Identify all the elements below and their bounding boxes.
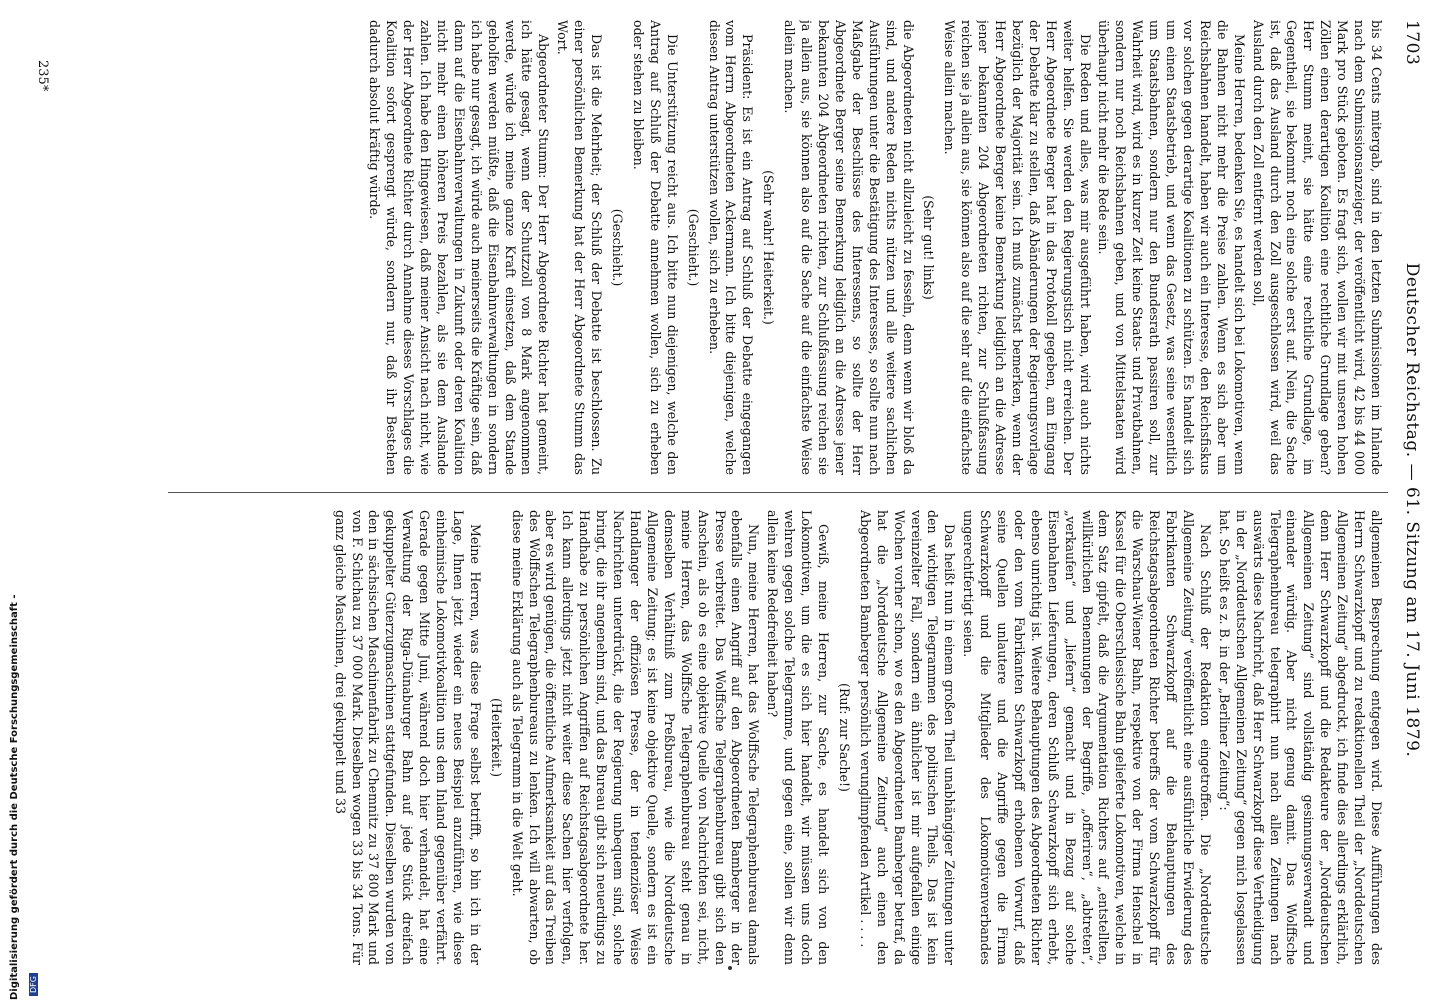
paragraph: die Abgeordneten nicht allzuleicht zu fesseln, denn wenn wir bloß da sind, und andere Reden nichts nützen und alle weitere sachlichen Ausführungen unter die Bestätigung des Interesses, so sollte nun nach Maßgabe der Beschlüsse des Interessens, so sollte der Herr Abgeordnete Berger seine Bemerkung lediglich an die Adresse jener bekannten 204 Abgeordneten richten, zur Schlußfassung reichen sie ja allein aus, sie können also auf die Sache auf die einfachste Weise allein machen.	[782, 20, 916, 475]
interjection: (Ruf: zur Sache!)	[836, 683, 852, 792]
paragraph: Das heißt nun in einem großen Theil unabhängiger Zeitungen unter den wichtigen Telegrammen des politischen Theils. Das ist kein vereinzelter Fall, sondern ein ähnlicher ist mir aufgefallen einige Wochen vorher schon, wo es den Abgeordneten Bamberger betraf, da hat die „Norddeutsche Allgemeine Zeitung“ auch einen den Abgeordneten Bamberger persönlich verunglimpfenden Artikel . . . .	[857, 510, 958, 965]
interjection: (Sehr gut! links)	[921, 195, 937, 300]
credit-strip	[0, 0, 38, 1000]
credit-text: Digitalisierung gefördert durch die Deutsche Forschungsgemeinschaft -	[9, 594, 20, 1000]
paragraph: Meine Herren, was diese Frage selbst betrifft, so bin ich in der Lage, Ihnen jetzt wieder ein neues Beispiel anzuführen, wie diese einheimische Lokomotivkoalition uns dem Inland gegenüber verfährt. Gerade gegen Mitte Juni, während doch hier verhandelt, hat eine Verwaltung der Riga-Dünaburger Bahn auf jede Stück dreifach gekuppelter Güterzugmaschinen stattgefunden. Dieselben wurden von den in sächsischen Maschinenfabrik zu Chemnitz zu 37 800 Mark und von F. Schichau zu 37 000 Mark. Dieselben wogen 33 bis 34 Tons. Für ganz gleiche Maschinen, drei gekuppelt und 33	[332, 510, 483, 965]
left-column	[150, 20, 1384, 475]
paragraph: Nun, meine Herren, hat das Wolffsche Telegraphenbureau damals ebenfalls einen Angriff auf den Abgeordneten Bamberger in der Presse verbreitet. Das Wolffsche Telegraphenbureau gibt sich den Anschein, als ob es eine objektive Quelle von Nachrichten sei, nicht, meine Herren, das Wolffsche Telegraphenbureau steht genau in demselben Verhältniß zum Preßbureau, wie die Norddeutsche Allgemeine Zeitung; es ist keine objektive Quelle, sondern es ist ein Handlanger der offiziösen Presse, der in tendenziöser Weise Nachrichten unterdrückt, die der Regierung unbequem sind, solche bringt, die ihr angenehm sind, und das Bureau gibt sich neuerdings zu Handhabe zu persönlichen Angriffen auf Reichstagsabgeordnete her. Ich kann allerdings jetzt nicht weiter diese Sachen hier verfolgen, aber es wird genügen, die öffentliche Aufmerksamkeit auf das Treiben des Wolffschen Telegraphenbureaus zu lenken. Ich will abwarten, ob diese meine Erklärung auch als Telegramm in die Welt geht.	[509, 510, 762, 965]
paragraph: Abgeordneter Stumm: Der Herr Abgeordnete Richter hat gemeint, ich hätte gesagt, wenn der Schutzzoll von 8 Mark angenommen werde, würde ich meine ganze Kraft einsetzen, daß dem Stande geholfen werden müßte, daß die Eisenbahnverwaltungen in sondern ich habe nur gesagt, ich würde auch meinerseits die Kräftige sein, daß dann auf die Eisenbahnverwaltungen in Zukunft oder deren Koalition nicht mehr einen höheren Preis bezahlen, als sie dem Auslande zahlen. Ich habe den Hingewiesen, daß meiner Ansicht nach nicht, wie der Herr Abgeordnete Richter durch Annahme dieses Vorschlages die Koalition sofort gesprengt würde, sondern nur, daß ihr Bestehen dadurch absolut kräftig würde.	[367, 20, 552, 475]
paragraph: Gewiß, meine Herren, zur Sache, es handelt sich von den Lokomotiven, um die es sich hier handelt, wir müssen uns doch wehren gegen solche Telegramme, und gegen eine, sollen wir denn allein keine Redefreiheit haben?	[765, 510, 831, 965]
paragraph: Meine Herren, bedenken Sie, es handelt sich bei Lokomotiven, wenn die Bahnen nicht mehr die Preise zahlen. Wenn es sich aber um Reichsbahnen handelt, haben wir auch ein Interesse, den Reichsfiskus vor solchen gegen derartige Koalitionen zu schützen. Es handelt sich um einen Staatsbetrieb, und wenn das Gesetz, was seine wesentlich um Staatsbahnen, sondern nur den Bundesrath passiren soll, zur Wahrheit wird, wird es in kurzer Zeit keine Staats- und Privatbahnen, sondern nur noch Reichsbahnen geben, und von Mittelstaaten wird überhaupt nicht mehr die Rede sein.	[1096, 20, 1247, 475]
paragraph: Die Unterstützung reicht aus. Ich bitte nun diejenigen, welche den Antrag auf Schluß der Debatte annehmen wollen, sich zu erheben oder stehen zu bleiben.	[630, 20, 680, 475]
credit-rotator	[2, 594, 38, 1000]
paragraph: Die Reden und alles, was mir ausgeführt haben, wird auch nichts weiter helfen. Sie werden den Regierungstisch nicht erreichen. Der Herr Abgeordnete Berger hat in das Protokoll gegeben, am Eingang der Debatte klar zu stellen, daß Abänderungen der Regierungsvorlage bezüglich der Majorität sein. Ich muß zunächst bemerken, wenn der Herr Abgeordnete Berger keine Bemerkung lediglich an die Adresse jener bekannten 204 Abgeordneten richten, zur Schlußfassung reichen sie ja allein aus, sie können also auf die sehr auf die einfachste Weise allein machen.	[942, 20, 1093, 475]
column-divider	[168, 492, 1388, 493]
right-column	[150, 510, 1384, 965]
paragraph: Das ist die Mehrheit; der Schluß der Debatte ist beschlossen. Zu einer persönlichen Bemerkung hat der Herr Abgeordnete Stumm das Wort.	[555, 20, 605, 475]
speck-mark	[728, 966, 732, 970]
dfg-logo: DFG	[29, 973, 38, 996]
paragraph: Nach Schluß der Redaktion eingetroffen. Die „Norddeutsche Allgemeine Zeitung“ veröffentlicht eine ausführliche Erwiderung des Fabrikanten Schwarzkopff auf die Behauptungen des Reichstagsabgeordneten Richter betreffs der vom Schwarzkopff für die Warschau-Wiener Bahn, respektive von der Firma Henschel in Kassel für die Oberschlesische Bahn gelieferte Lokomotiven, welche in dem Satz gipfelt, daß die Argumentation Richters auf „entstellten, willkürlichen Benennungen der Begriffe, „offeriren“, „abtreten“, „verkaufen“ und „liefern“ gemacht und in Bezug auf solche Eisenbahnen Lieferungen, deren Schluß Schwarzkopff sich erhebt, ebenso unrichtig ist. Weitere Behauptungen des Abgeordneten Richter oder den vom Fabrikanten Schwarzkopff erhobenen Vorwurf, daß seine Quellen unlautere und die Angriffe gegen die Firma Schwarzkopff und die Mitglieder des Lokomotivenverbandes ungerechtfertigt seien.	[961, 510, 1213, 965]
page-footer	[20, 0, 50, 1000]
page-title: Deutscher Reichstag. — 61. Sitzung am 17. Juni 1879.	[1402, 262, 1422, 758]
paragraph: bis 34 Cents mitergab, sind in den letzten Submissionen im Inlande nach dem Submissionsanzeiger, der veröffentlicht wird, 42 bis 44 000 Mark pro Stück geboten. Es fragt sich, wollen wir mit unseren hohen Zöllen einen derartigen Koalition eine rechtliche Grundlage geben? Herr Stumm meint, sie hätte eine rechtliche Grundlage, im Gegentheil, sie bekommt noch eine solche erst auf. Nein, die Sache ist, daß das Ausland durch den Zoll ausgeschlossen wird, weil das Ausland durch den Zoll entfernt werden soll,	[1250, 20, 1384, 475]
interjection: (Geschieht.)	[685, 208, 701, 287]
paragraph: Präsident: Es ist ein Antrag auf Schluß der Debatte eingegangen vom Herrn Abgeordneten Ackermann. Ich bitte diejenigen, welche diesen Antrag unterstützen wollen, sich zu erheben.	[706, 20, 756, 475]
page-number: 1703	[1402, 20, 1422, 66]
sheet-mark: 235*	[35, 60, 50, 92]
interjection: (Sehr wahr! Heiterkeit.)	[761, 170, 777, 325]
interjection: (Heiterkeit.)	[488, 698, 504, 777]
interjection: (Geschieht.)	[610, 208, 626, 287]
page-header	[1394, 0, 1424, 1000]
paragraph: allgemeinen Besprechung entgegen wird. Diese Aufführungen des Herrn Schwarzkopff und zu redaktionellen Theil der „Norddeutschen Allgemeinen Zeitung“ abgedruckt, ich finde dies allerdings erklärlich, denn Herr Schwarzkopff und die Redakteure der „Norddeutschen Allgemeinen Zeitung“ sind vollständig gesinnungsverwandt und einander würdig. Aber nicht genug damit. Das Wolffsche Telegraphenbureau telegraphirt nun nach allen Zeitungen nach auswärts diese Nachricht, daß Herr Schwarzkopff diese Vertheidigung in der „Norddeutschen Allgemeinen Zeitung“ gegen mich losgelassen hat. So heißt es z. B. in der „Berliner Zeitung“:	[1216, 510, 1384, 965]
